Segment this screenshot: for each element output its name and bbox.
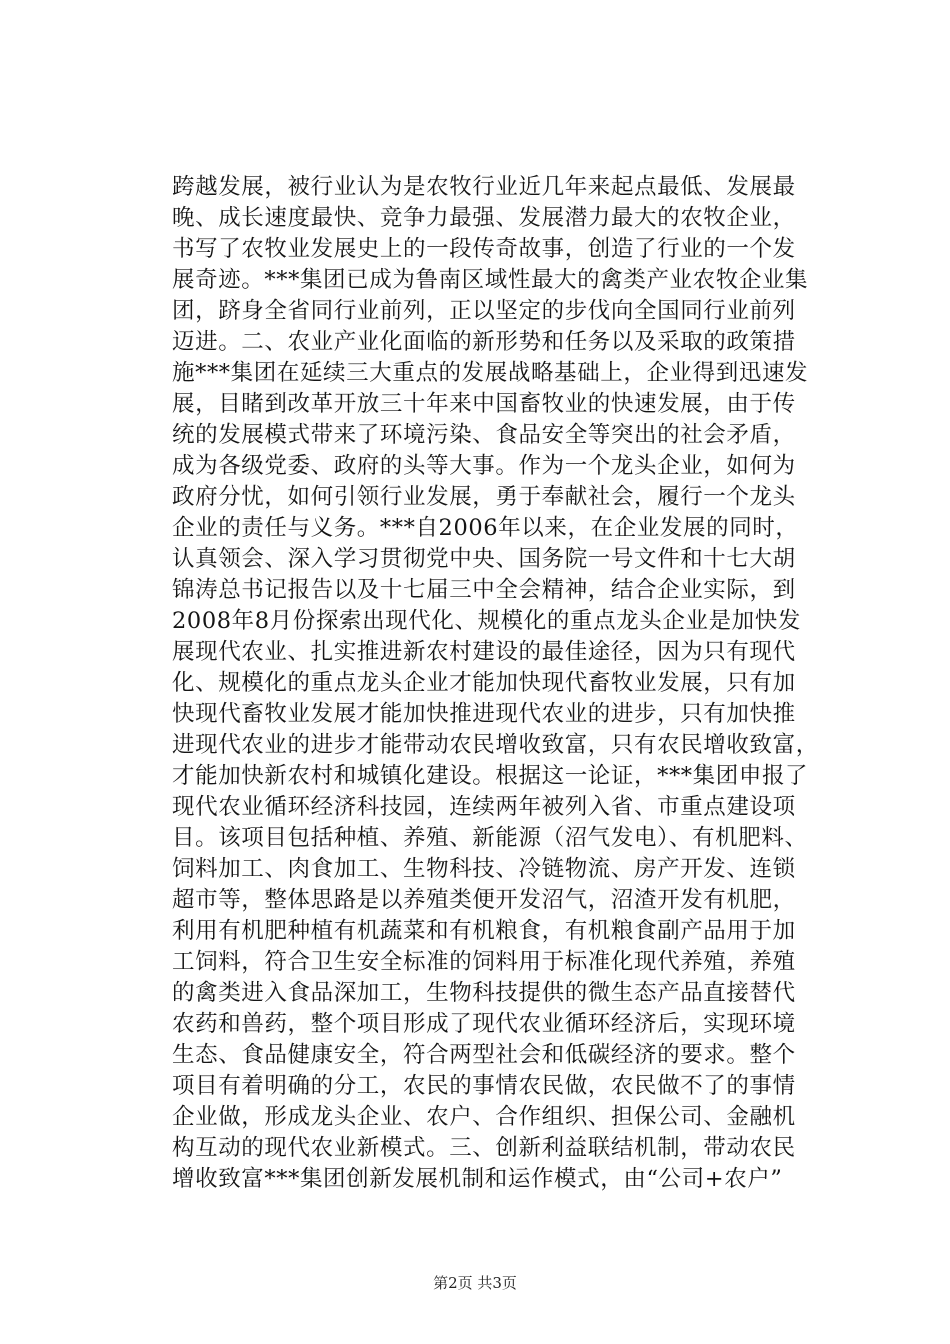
text-line: 才能加快新农村和城镇化建设。根据这一论证，***集团申报了 <box>172 763 809 789</box>
text-line: 企业的责任与义务。***自2006年以来，在企业发展的同时， <box>172 515 799 541</box>
text-line: 饲料加工、肉食加工、生物科技、冷链物流、房产开发、连锁 <box>172 856 796 882</box>
text-line: 目。该项目包括种植、养殖、新能源（沼气发电）、有机肥料、 <box>172 825 808 851</box>
text-line: 书写了农牧业发展史上的一段传奇故事，创造了行业的一个发 <box>172 236 796 262</box>
body-text <box>172 172 852 1195</box>
text-line: 跨越发展，被行业认为是农牧行业近几年来起点最低、发展最 <box>172 174 796 200</box>
text-line: 利用有机肥种植有机蔬菜和有机粮食，有机粮食副产品用于加 <box>172 918 796 944</box>
text-line: 2008年8月份探索出现代化、规模化的重点龙头企业是加快发 <box>172 608 801 634</box>
text-line: 成为各级党委、政府的头等大事。作为一个龙头企业，如何为 <box>172 453 796 479</box>
text-line: 企业做，形成龙头企业、农户、合作组织、担保公司、金融机 <box>172 1104 796 1130</box>
text-line: 超市等，整体思路是以养殖类便开发沼气，沼渣开发有机肥， <box>172 887 796 913</box>
text-line: 化、规模化的重点龙头企业才能加快现代畜牧业发展，只有加 <box>172 670 796 696</box>
text-line: 生态、食品健康安全，符合两型社会和低碳经济的要求。整个 <box>172 1042 796 1068</box>
text-line: 快现代畜牧业发展才能加快推进现代农业的进步，只有加快推 <box>172 701 796 727</box>
text-line: 认真领会、深入学习贯彻党中央、国务院一号文件和十七大胡 <box>172 546 796 572</box>
text-line: 团，跻身全省同行业前列，正以坚定的步伐向全国同行业前列 <box>172 298 796 324</box>
text-line: 构互动的现代农业新模式。三、创新利益联结机制，带动农民 <box>172 1135 796 1161</box>
text-line: 展，目睹到改革开放三十年来中国畜牧业的快速发展，由于传 <box>172 391 796 417</box>
text-line: 统的发展模式带来了环境污染、食品安全等突出的社会矛盾， <box>172 422 796 448</box>
text-line: 工饲料，符合卫生安全标准的饲料用于标准化现代养殖，养殖 <box>172 949 796 975</box>
text-line: 迈进。二、农业产业化面临的新形势和任务以及采取的政策措 <box>172 329 796 355</box>
page-number-footer: 第2页 共3页 <box>433 1274 517 1292</box>
text-line: 现代农业循环经济科技园，连续两年被列入省、市重点建设项 <box>172 794 796 820</box>
text-line: 增收致富***集团创新发展机制和运作模式，由“公司+农户” <box>172 1166 783 1192</box>
text-line: 进现代农业的进步才能带动农民增收致富，只有农民增收致富， <box>172 732 819 758</box>
text-line: 农药和兽药，整个项目形成了现代农业循环经济后，实现环境 <box>172 1011 796 1037</box>
text-line: 展奇迹。***集团已成为鲁南区域性最大的禽类产业农牧企业集 <box>172 267 809 293</box>
text-line: 晚、成长速度最快、竞争力最强、发展潜力最大的农牧企业， <box>172 205 796 231</box>
text-line: 展现代农业、扎实推进新农村建设的最佳途径，因为只有现代 <box>172 639 796 665</box>
text-line: 项目有着明确的分工，农民的事情农民做，农民做不了的事情 <box>172 1073 796 1099</box>
text-line: 锦涛总书记报告以及十七届三中全会精神，结合企业实际，到 <box>172 577 796 603</box>
text-line: 政府分忧，如何引领行业发展，勇于奉献社会，履行一个龙头 <box>172 484 796 510</box>
text-line: 施***集团在延续三大重点的发展战略基础上，企业得到迅速发 <box>172 360 809 386</box>
text-line: 的禽类进入食品深加工，生物科技提供的微生态产品直接替代 <box>172 980 796 1006</box>
